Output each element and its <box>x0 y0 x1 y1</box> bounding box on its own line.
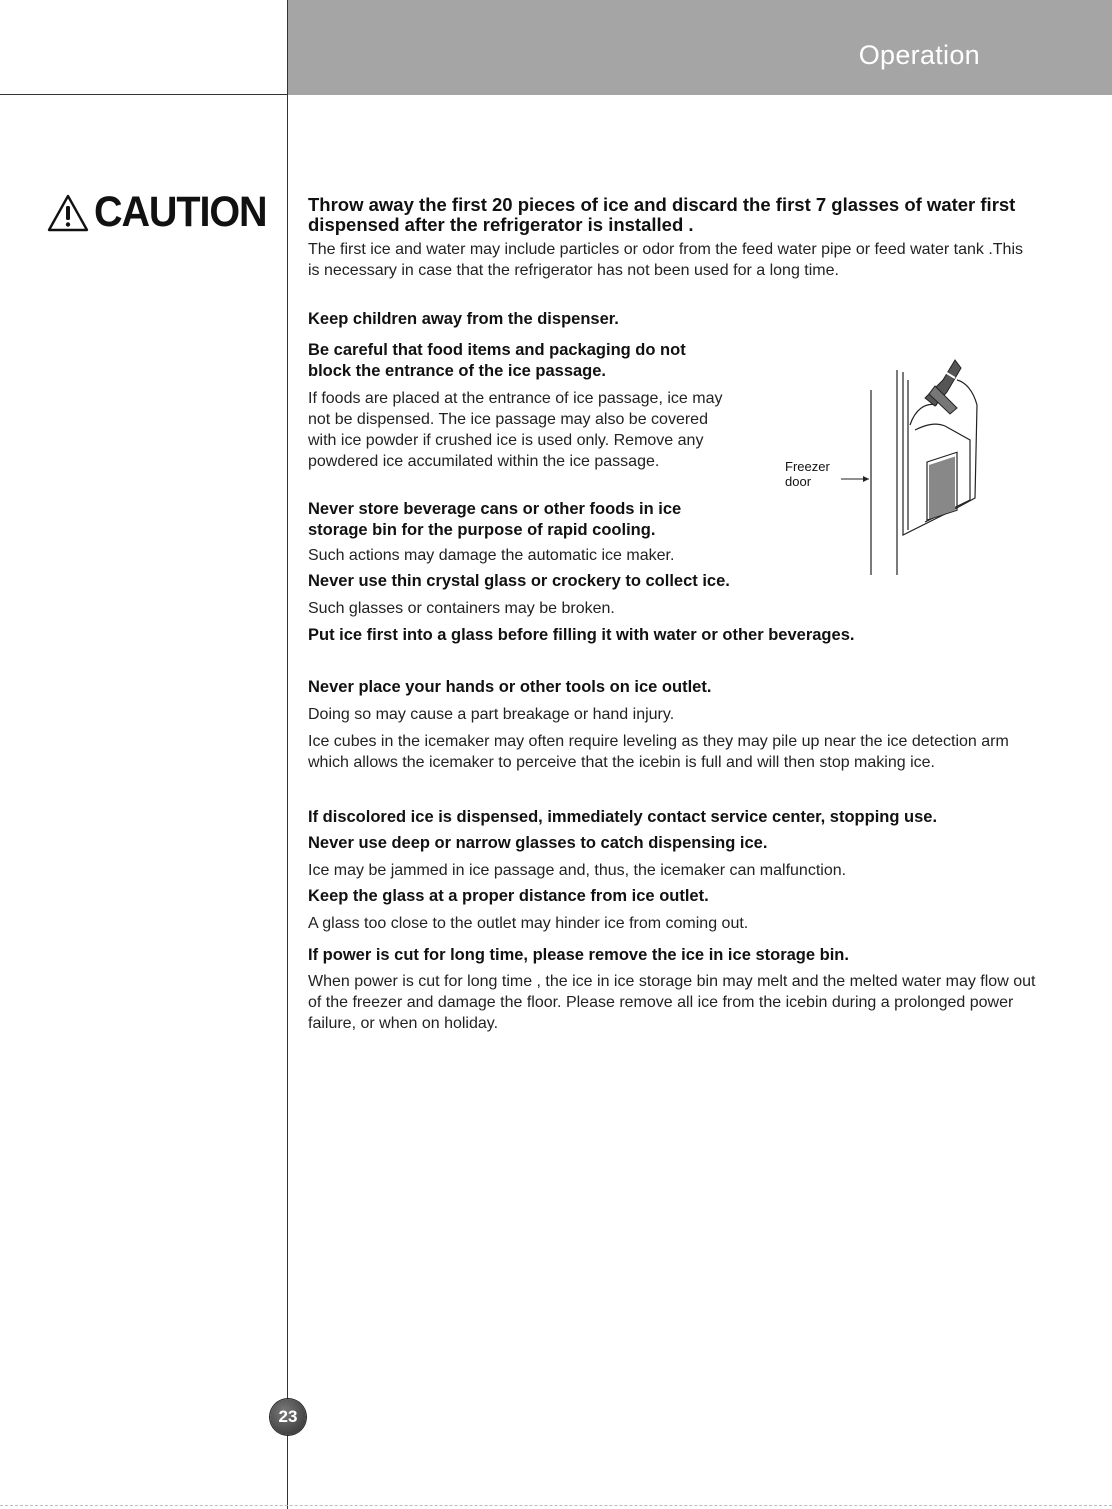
section-title: Operation <box>858 40 980 70</box>
instruction-body-4: Such actions may damage the automatic ice maker. <box>308 547 675 564</box>
instruction-heading-12: If power is cut for long time, please remove the ice in ice storage bin. <box>308 946 849 964</box>
instruction-body-5: Such glasses or containers may be broken. <box>308 600 615 617</box>
instruction-heading-5: Never use thin crystal glass or crockery to collect ice. <box>308 572 730 590</box>
instruction-heading-1: Throw away the first 20 pieces of ice and discard the first 7 glasses of water first dispensed after the refrigerator is installed . <box>308 194 1016 235</box>
warning-triangle-icon <box>46 193 90 233</box>
instruction-body-8: Ice cubes in the icemaker may often require leveling as they may pile up near the ice detection arm which allows the icemaker to perceive that the icebin is full and will then stop making ice. <box>308 733 1009 771</box>
instruction-heading-6: Put ice first into a glass before filling it with water or other beverages. <box>308 626 855 644</box>
caution-heading <box>46 188 281 237</box>
page-number-badge: 23 <box>270 1399 306 1435</box>
instruction-body-1: The first ice and water may include particles or odor from the feed water pipe or feed water tank .This is necessary in case that the refrigerator has not been used for a long time. <box>308 241 1023 279</box>
instruction-heading-4: Never store beverage cans or other foods in ice storage bin for the purpose of rapid cooling. <box>308 500 682 539</box>
instruction-heading-2: Keep children away from the dispenser. <box>308 310 619 328</box>
instruction-heading-9: If discolored ice is dispensed, immediately contact service center, stopping use. <box>308 808 938 826</box>
instruction-heading-7: Never place your hands or other tools on ice outlet. <box>308 678 712 696</box>
instruction-body-7: Doing so may cause a part breakage or hand injury. <box>308 706 675 723</box>
instruction-body-10: Ice may be jammed in ice passage and, thus, the icemaker can malfunction. <box>308 862 847 879</box>
freezer-label: Freezer <box>785 459 830 474</box>
instruction-heading-10: Never use deep or narrow glasses to catch dispensing ice. <box>308 834 768 852</box>
bottom-rule <box>0 1505 1112 1506</box>
instruction-body-12: When power is cut for long time , the ice in ice storage bin may melt and the melted water may flow out of the freezer and damage the floor. Please remove all ice from the icebin during a prolonged power failure, or when on holiday. <box>308 973 1036 1032</box>
caution-label: CAUTION <box>94 188 267 236</box>
instruction-heading-3: Be careful that food items and packaging do not block the entrance of the ice passage. <box>308 341 686 380</box>
header-bar <box>288 0 1112 95</box>
vertical-rule <box>287 0 288 1509</box>
dispenser-figure <box>785 350 995 580</box>
instruction-body-11: A glass too close to the outlet may hinder ice from coming out. <box>308 915 749 932</box>
instruction-body-3: If foods are placed at the entrance of ice passage, ice may not be dispensed. The ice passage may also be covered with ice powder if crushed ice is used only. Remove any powdered ice accumilated within the ice passage. <box>308 390 723 470</box>
instruction-heading-11: Keep the glass at a proper distance from ice outlet. <box>308 887 709 905</box>
top-rule <box>0 94 288 95</box>
door-label: door <box>785 474 812 489</box>
